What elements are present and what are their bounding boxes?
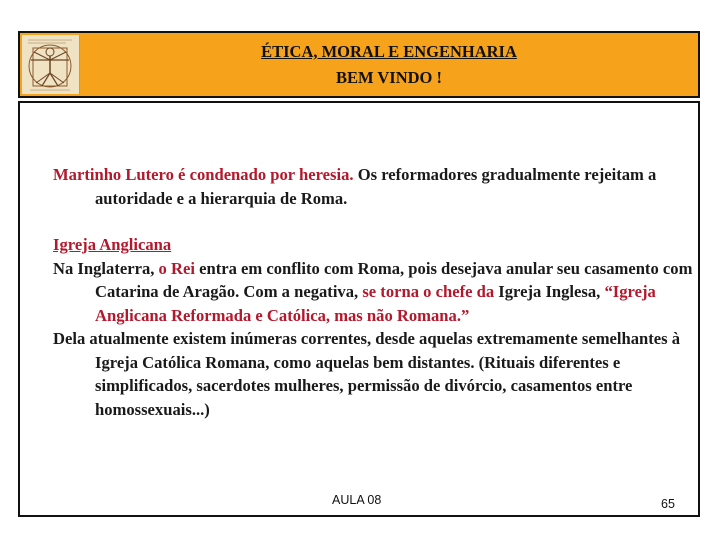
body-text [53,163,693,421]
section-heading: Igreja Anglicana [53,235,172,254]
header-banner [18,31,700,98]
vitruvian-man-icon [22,35,80,94]
page-number: 65 [661,497,675,511]
paragraph-inglaterra [53,257,693,328]
p2-seg-chefe: se torna o chefe da [362,282,495,301]
p2-seg-1: Na Inglaterra, [53,258,159,278]
p2-seg-rei: o Rei [158,258,195,278]
page-subtitle: BEM VINDO ! [335,68,443,87]
lutero-text: Os reformadores gradualmente rejeitam a autoridade e a hierarquia de Roma. [95,165,657,208]
footer-label: AULA 08 [332,493,382,507]
p2-seg-quote: “Igreja Anglicana Reformada e Católica, mas não Romana.” [95,282,656,325]
paragraph-correntes: Dela atualmente existem inúmeras correntes, desde aquelas extremamente semelhantes à Igreja Católica Romana, como aquelas bem distantes. (Rituais diferentes e simplificados, sacerdotes mulheres, permissão de divórcio, casamentos entre homossexuais...) [53,329,681,419]
content-frame [18,101,700,517]
page-title: ÉTICA, MORAL E ENGENHARIA [261,42,517,61]
p2-seg-5: Igreja Inglesa, [494,282,605,301]
p2-seg-3: entra em conflito com Roma, pois desejava anular seu casamento com Catarina de Aragão. Com a negativa, [95,258,693,301]
lutero-highlight: Martinho Lutero é condenado por heresia. [53,165,354,184]
paragraph-lutero [53,163,693,210]
